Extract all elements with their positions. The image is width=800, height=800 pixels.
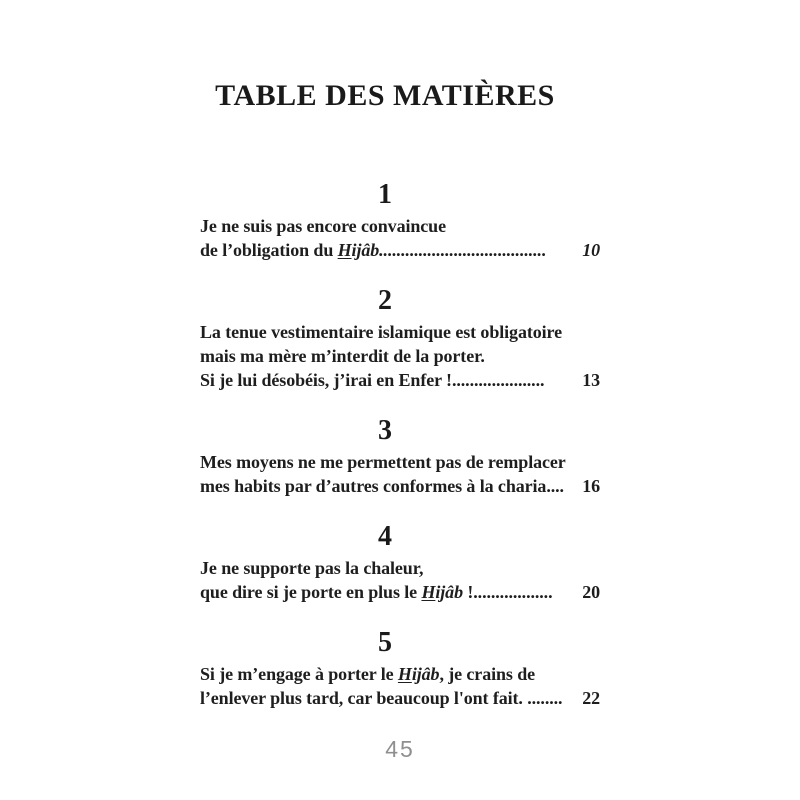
text-segment: de l’obligation du: [200, 240, 338, 260]
transliteration-underline: H: [421, 582, 436, 602]
text-segment: Je ne suis pas encore convaincue: [200, 216, 446, 236]
toc-entry: [200, 628, 600, 710]
text-segment: Je ne supporte pas la chaleur,: [200, 558, 424, 578]
dot-leader: ....: [546, 476, 564, 496]
toc-line: [200, 556, 600, 580]
text-segment: Mes moyens ne me permettent pas de remplacer: [200, 452, 566, 472]
chapter-number: 2: [378, 285, 392, 316]
toc-line: [200, 686, 600, 710]
text-segment: ijâb: [435, 582, 463, 602]
text-segment: mes habits par d’autres conformes à la charia: [200, 476, 547, 496]
toc-entry-text: [200, 450, 600, 498]
entry-page-number: 16: [582, 476, 600, 496]
text-segment: , je crains de: [439, 664, 536, 684]
text-segment: que dire si je porte en plus le: [200, 582, 422, 602]
toc-line: [200, 662, 600, 686]
dot-leader: ........: [527, 688, 563, 708]
transliteration-underline: H: [337, 240, 352, 260]
toc-line: [200, 320, 600, 344]
text-segment: ijâb: [411, 664, 440, 684]
toc-line: [200, 214, 600, 238]
text-segment: mais ma mère m’interdit de la porter.: [200, 346, 485, 366]
toc-line: [200, 580, 600, 604]
toc-line-text: [200, 238, 379, 262]
dot-leader: .....................: [451, 370, 545, 390]
toc-entry-text: [200, 214, 600, 262]
entry-page-number: 22: [582, 688, 600, 708]
entry-page-number: 20: [582, 582, 600, 602]
text-segment: La tenue vestimentaire islamique est obligatoire: [200, 322, 562, 342]
toc-line: [200, 450, 600, 474]
text-segment: Si je lui désobéis, j’irai en Enfer !: [200, 370, 452, 390]
toc-content: [200, 78, 600, 710]
toc-entry-text: [200, 662, 600, 710]
toc-entry: [200, 180, 600, 262]
chapter-number: 4: [378, 521, 392, 552]
toc-line: [200, 368, 600, 392]
chapter-number: 3: [378, 415, 392, 446]
toc-entry: [200, 286, 600, 392]
toc-line: [200, 474, 600, 498]
toc-line: [200, 344, 600, 368]
text-segment: ijâb: [351, 240, 380, 260]
transliteration-underline: H: [397, 664, 412, 684]
text-segment: !: [462, 582, 474, 602]
toc-entry: [200, 416, 600, 498]
toc-entry: [200, 522, 600, 604]
toc-entries: [200, 180, 600, 710]
toc-entry-text: [200, 556, 600, 604]
chapter-number: 5: [378, 627, 392, 658]
dot-leader: ..................: [473, 582, 553, 602]
entry-page-number: 13: [582, 370, 600, 390]
text-segment: Si je m’engage à porter le: [200, 664, 398, 684]
toc-line-text: [200, 368, 452, 392]
toc-line-text: [200, 686, 527, 710]
text-segment: l’enlever plus tard, car beaucoup l'ont fait.: [200, 688, 528, 708]
toc-line-text: [200, 474, 546, 498]
chapter-number: 1: [378, 179, 392, 210]
toc-line: [200, 238, 600, 262]
folio-page-number: 45: [385, 736, 415, 762]
toc-line-text: [200, 580, 473, 604]
toc-entry-text: [200, 320, 600, 392]
entry-page-number: 10: [582, 240, 600, 260]
page-title: TABLE DES MATIÈRES: [215, 79, 555, 112]
dot-leader: ......................................: [379, 240, 547, 260]
